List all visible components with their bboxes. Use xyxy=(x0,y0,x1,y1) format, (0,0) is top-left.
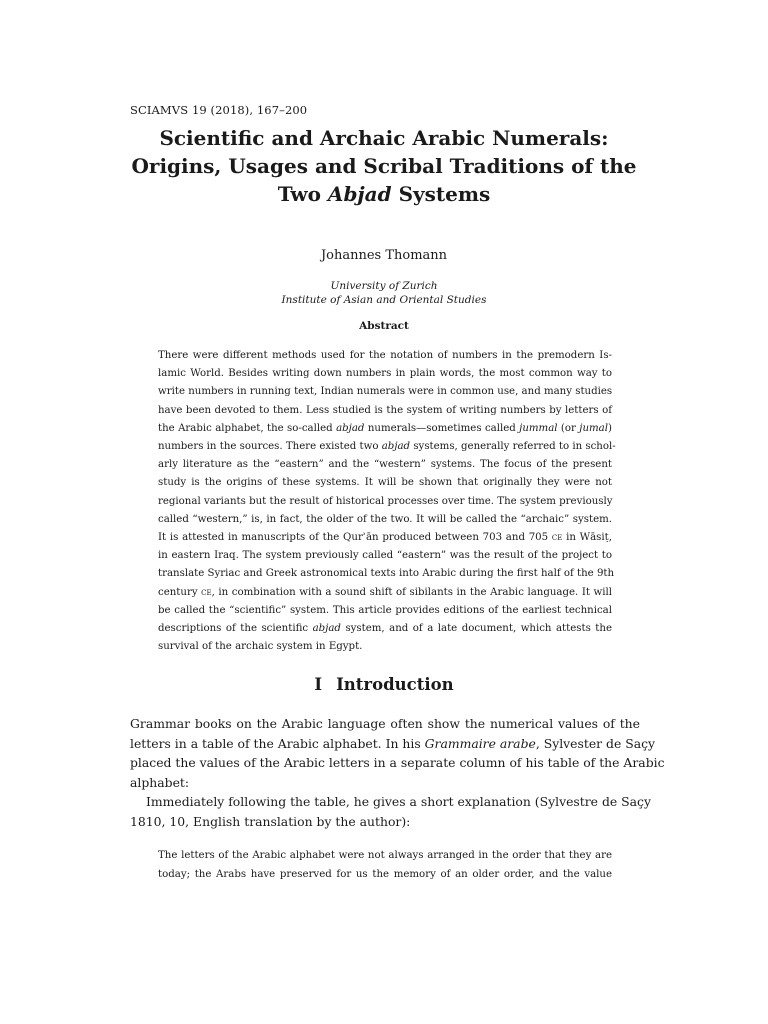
abstract-line: in eastern Iraq. The system previously called “eastern” was the result of the project to xyxy=(158,550,612,562)
small-caps: ce xyxy=(551,532,563,544)
quote-line: The letters of the Arabic alphabet were not always arranged in the order that they are xyxy=(158,850,612,861)
title-line-1: Scientific and Archaic Arabic Numerals: xyxy=(159,126,609,150)
abstract-line: arly literature as the “eastern” and the “western” systems. The focus of the present xyxy=(158,459,612,471)
paper-title xyxy=(100,124,668,208)
abstract-heading: Abstract xyxy=(359,320,409,332)
text-run: system, and of a late document, which attests the xyxy=(340,623,612,635)
abstract-line xyxy=(158,438,616,456)
body-text xyxy=(130,714,665,831)
section-heading xyxy=(0,675,768,694)
text-run: numbers in the sources. There existed two xyxy=(158,441,382,453)
block-quote xyxy=(158,846,612,884)
affiliation-university: University of Zurich xyxy=(330,280,438,292)
abstract-line: There were different methods used for the notation of numbers in the premodern Is- xyxy=(158,350,612,361)
abstract-line xyxy=(158,420,612,438)
quote-line: today; the Arabs have preserved for us the memory of an older order, and the value xyxy=(158,869,612,880)
emphasis: abjad xyxy=(312,623,341,635)
text-run: It is attested in manuscripts of the Qurʾān produced between 703 and 705 xyxy=(158,532,552,544)
title-line-3-post: Systems xyxy=(391,182,491,206)
emphasis: abjad xyxy=(381,441,411,453)
text-run: (or xyxy=(557,422,580,434)
text-run: century xyxy=(158,586,202,598)
body-line: alphabet: xyxy=(130,774,190,790)
text-run: the Arabic alphabet, the so-called xyxy=(158,422,337,434)
abstract-line: write numbers in running text, Indian numerals were in common use, and many studies xyxy=(158,386,613,398)
section-number: I xyxy=(314,675,323,694)
text-run: systems, generally referred to in schol- xyxy=(410,441,616,453)
text-run: , in combination with a sound shift of sibilants in the Arabic language. It will xyxy=(211,586,612,598)
body-line: Immediately following the table, he gives a short explanation (Sylvestre de Saçy xyxy=(146,794,651,809)
emphasis: jumal xyxy=(579,422,609,434)
abstract-line: survival of the archaic system in Egypt. xyxy=(158,641,363,653)
text-run: ) xyxy=(608,422,612,434)
affiliation xyxy=(0,279,768,307)
section-title: Introduction xyxy=(336,675,454,694)
title-line-3-pre: Two xyxy=(277,182,328,206)
abstract-line xyxy=(158,529,612,547)
emphasis: Grammaire arabe xyxy=(424,735,536,751)
abstract-line xyxy=(158,584,612,602)
abstract-line: regional variants but the result of historical processes over time. The system previously xyxy=(158,495,613,507)
abstract-line: study is the origins of these systems. It will be shown that originally they were not xyxy=(158,477,612,489)
text-run: in Wāsiṭ, xyxy=(562,532,612,544)
text-run: letters in a table of the Arabic alphabet. In his xyxy=(130,735,425,751)
abstract-line: lamic World. Besides writing down numbers in plain words, the most common way to xyxy=(158,368,612,380)
author-name: Johannes Thomann xyxy=(320,248,448,263)
text-run: , Sylvester de Saçy xyxy=(535,735,656,751)
body-line: placed the values of the Arabic letters in a separate column of his table of the Arabic xyxy=(130,755,665,770)
abstract-line: called “western,” is, in fact, the older of the two. It will be called the “archaic” system. xyxy=(158,513,612,525)
abstract-line xyxy=(158,620,612,638)
journal-header: SCIAMVS 19 (2018), 167–200 xyxy=(130,103,308,117)
title-emphasis: Abjad xyxy=(327,182,392,206)
abstract-text xyxy=(158,347,616,656)
affiliation-institute: Institute of Asian and Oriental Studies xyxy=(281,294,487,306)
title-line-2: Origins, Usages and Scribal Traditions of the xyxy=(131,154,637,178)
abstract-line: have been devoted to them. Less studied is the system of writing numbers by letters of xyxy=(158,404,612,416)
abstract-line: be called the “scientific” system. This article provides editions of the earliest technical xyxy=(158,604,612,616)
emphasis: abjad xyxy=(336,422,365,434)
small-caps: ce xyxy=(201,586,212,598)
abstract-line: translate Syriac and Greek astronomical texts into Arabic during the first half of the 9th xyxy=(158,568,615,580)
body-line: 1810, 10, English translation by the author): xyxy=(130,813,411,829)
emphasis: jummal xyxy=(519,422,558,434)
body-line: Grammar books on the Arabic language often show the numerical values of the xyxy=(130,716,640,731)
text-run: numerals—sometimes called xyxy=(364,422,520,434)
body-line xyxy=(130,734,656,754)
text-run: descriptions of the scientific xyxy=(158,623,313,635)
title-line-3 xyxy=(100,180,668,208)
